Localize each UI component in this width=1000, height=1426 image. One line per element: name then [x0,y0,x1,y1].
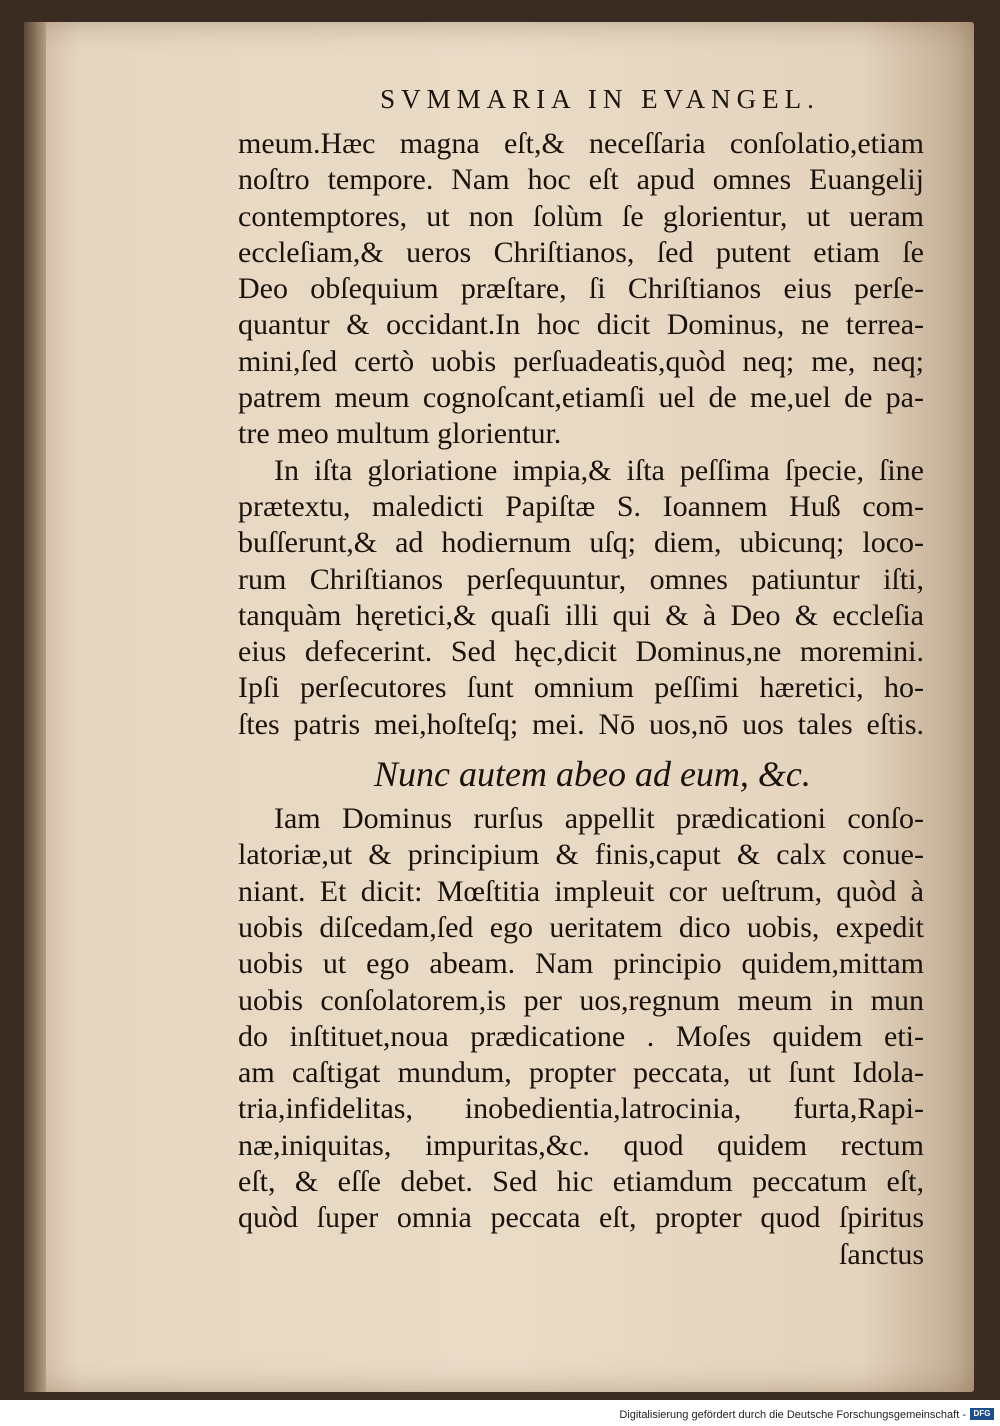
running-head: SVMMARIA IN EVANGEL. [380,84,820,114]
text-line: In iſta gloriatione impia,& iſta peſſima ſpecie, ſine [274,453,924,487]
text-block [238,126,924,1273]
text-line: tria,infidelitas, inobedientia,latrocinia, furta,Rapi- [238,1092,924,1126]
text-line: Ipſi perſecutores ſunt omnium peſſimi hæretici, ho- [238,671,924,705]
text-line: ſtes patris mei,hoſteſq; mei. Nō uos,nō uos tales eſtis. [238,707,924,741]
text-line: eccleſiam,& ueros Chriſtianos, ſed putent etiam ſe [238,235,924,269]
text-line: eſt, & eſſe debet. Sed hic etiamdum peccatum eſt, [238,1165,924,1199]
dfg-logo: DFG [970,1408,994,1420]
text-line: næ,iniquitas, impuritas,&c. quod quidem rectum [238,1128,924,1162]
text-line: tre meo multum glorientur. [238,417,562,451]
text-line: mini,ſed certò uobis perſuadeatis,quòd neq; me, neq; [238,344,924,378]
text-line: uobis ut ego abeam. Nam principio quidem,mittam [238,947,924,981]
footer-credit: Digitalisierung gefördert durch die Deutsche Forschungsgemeinschaft - [619,1409,966,1421]
text-line: uobis diſcedam,ſed ego ueritatem dico uobis, expedit [238,910,924,944]
text-line: contemptores, ut non ſolùm ſe glorientur, ut ueram [238,199,924,233]
text-line: eius defecerint. Sed hęc,dicit Dominus,ne moremini. [238,635,924,669]
text-line: tanquàm hęretici,& quaſi illi qui & à Deo & eccleſia [238,598,924,632]
section-heading: Nunc autem abeo ad eum, &c. [374,754,811,795]
paragraph-3 [238,801,924,1237]
text-line: Iam Dominus rurſus appellit prædicationi conſo- [274,802,924,836]
text-line: am caſtigat mundum, propter peccata, ut ſunt Idola- [238,1056,924,1090]
text-line: Deo obſequium præſtare, ſi Chriſtianos eius perſe- [238,272,924,306]
footer [0,1400,1000,1426]
text-line: meum.Hæc magna eſt,& neceſſaria conſolatio,etiam [238,127,924,160]
text-line: latoriæ,ut & principium & finis,caput & calx conue- [238,838,924,872]
catchword: ſanctus [839,1237,924,1271]
text-line: patrem meum cognoſcant,etiamſi uel de me,uel de pa- [238,381,924,415]
text-line: quantur & occidant.In hoc dicit Dominus, ne terrea- [238,308,924,342]
paragraph-1 [238,126,924,453]
text-line: rum Chriſtianos perſequuntur, omnes patiuntur iſti, [238,562,924,596]
paragraph-2 [238,453,924,743]
text-line: do inſtituet,noua prædicatione . Moſes quidem eti- [238,1019,924,1053]
text-line: noſtro tempore. Nam hoc eſt apud omnes Euangelij [238,163,924,197]
text-line: buſſerunt,& ad hodiernum uſq; diem, ubicunq; loco- [238,526,924,560]
text-line: quòd ſuper omnia peccata eſt, propter quod ſpiritus [238,1201,924,1235]
page-gutter [24,22,46,1392]
text-line: niant. Et dicit: Mœſtitia impleuit cor ueſtrum, quòd à [238,874,924,908]
text-line: prætextu, maledicti Papiſtæ S. Ioannem Huß com- [238,489,924,523]
text-line: uobis conſolatorem,is per uos,regnum meum in mun [238,983,924,1017]
